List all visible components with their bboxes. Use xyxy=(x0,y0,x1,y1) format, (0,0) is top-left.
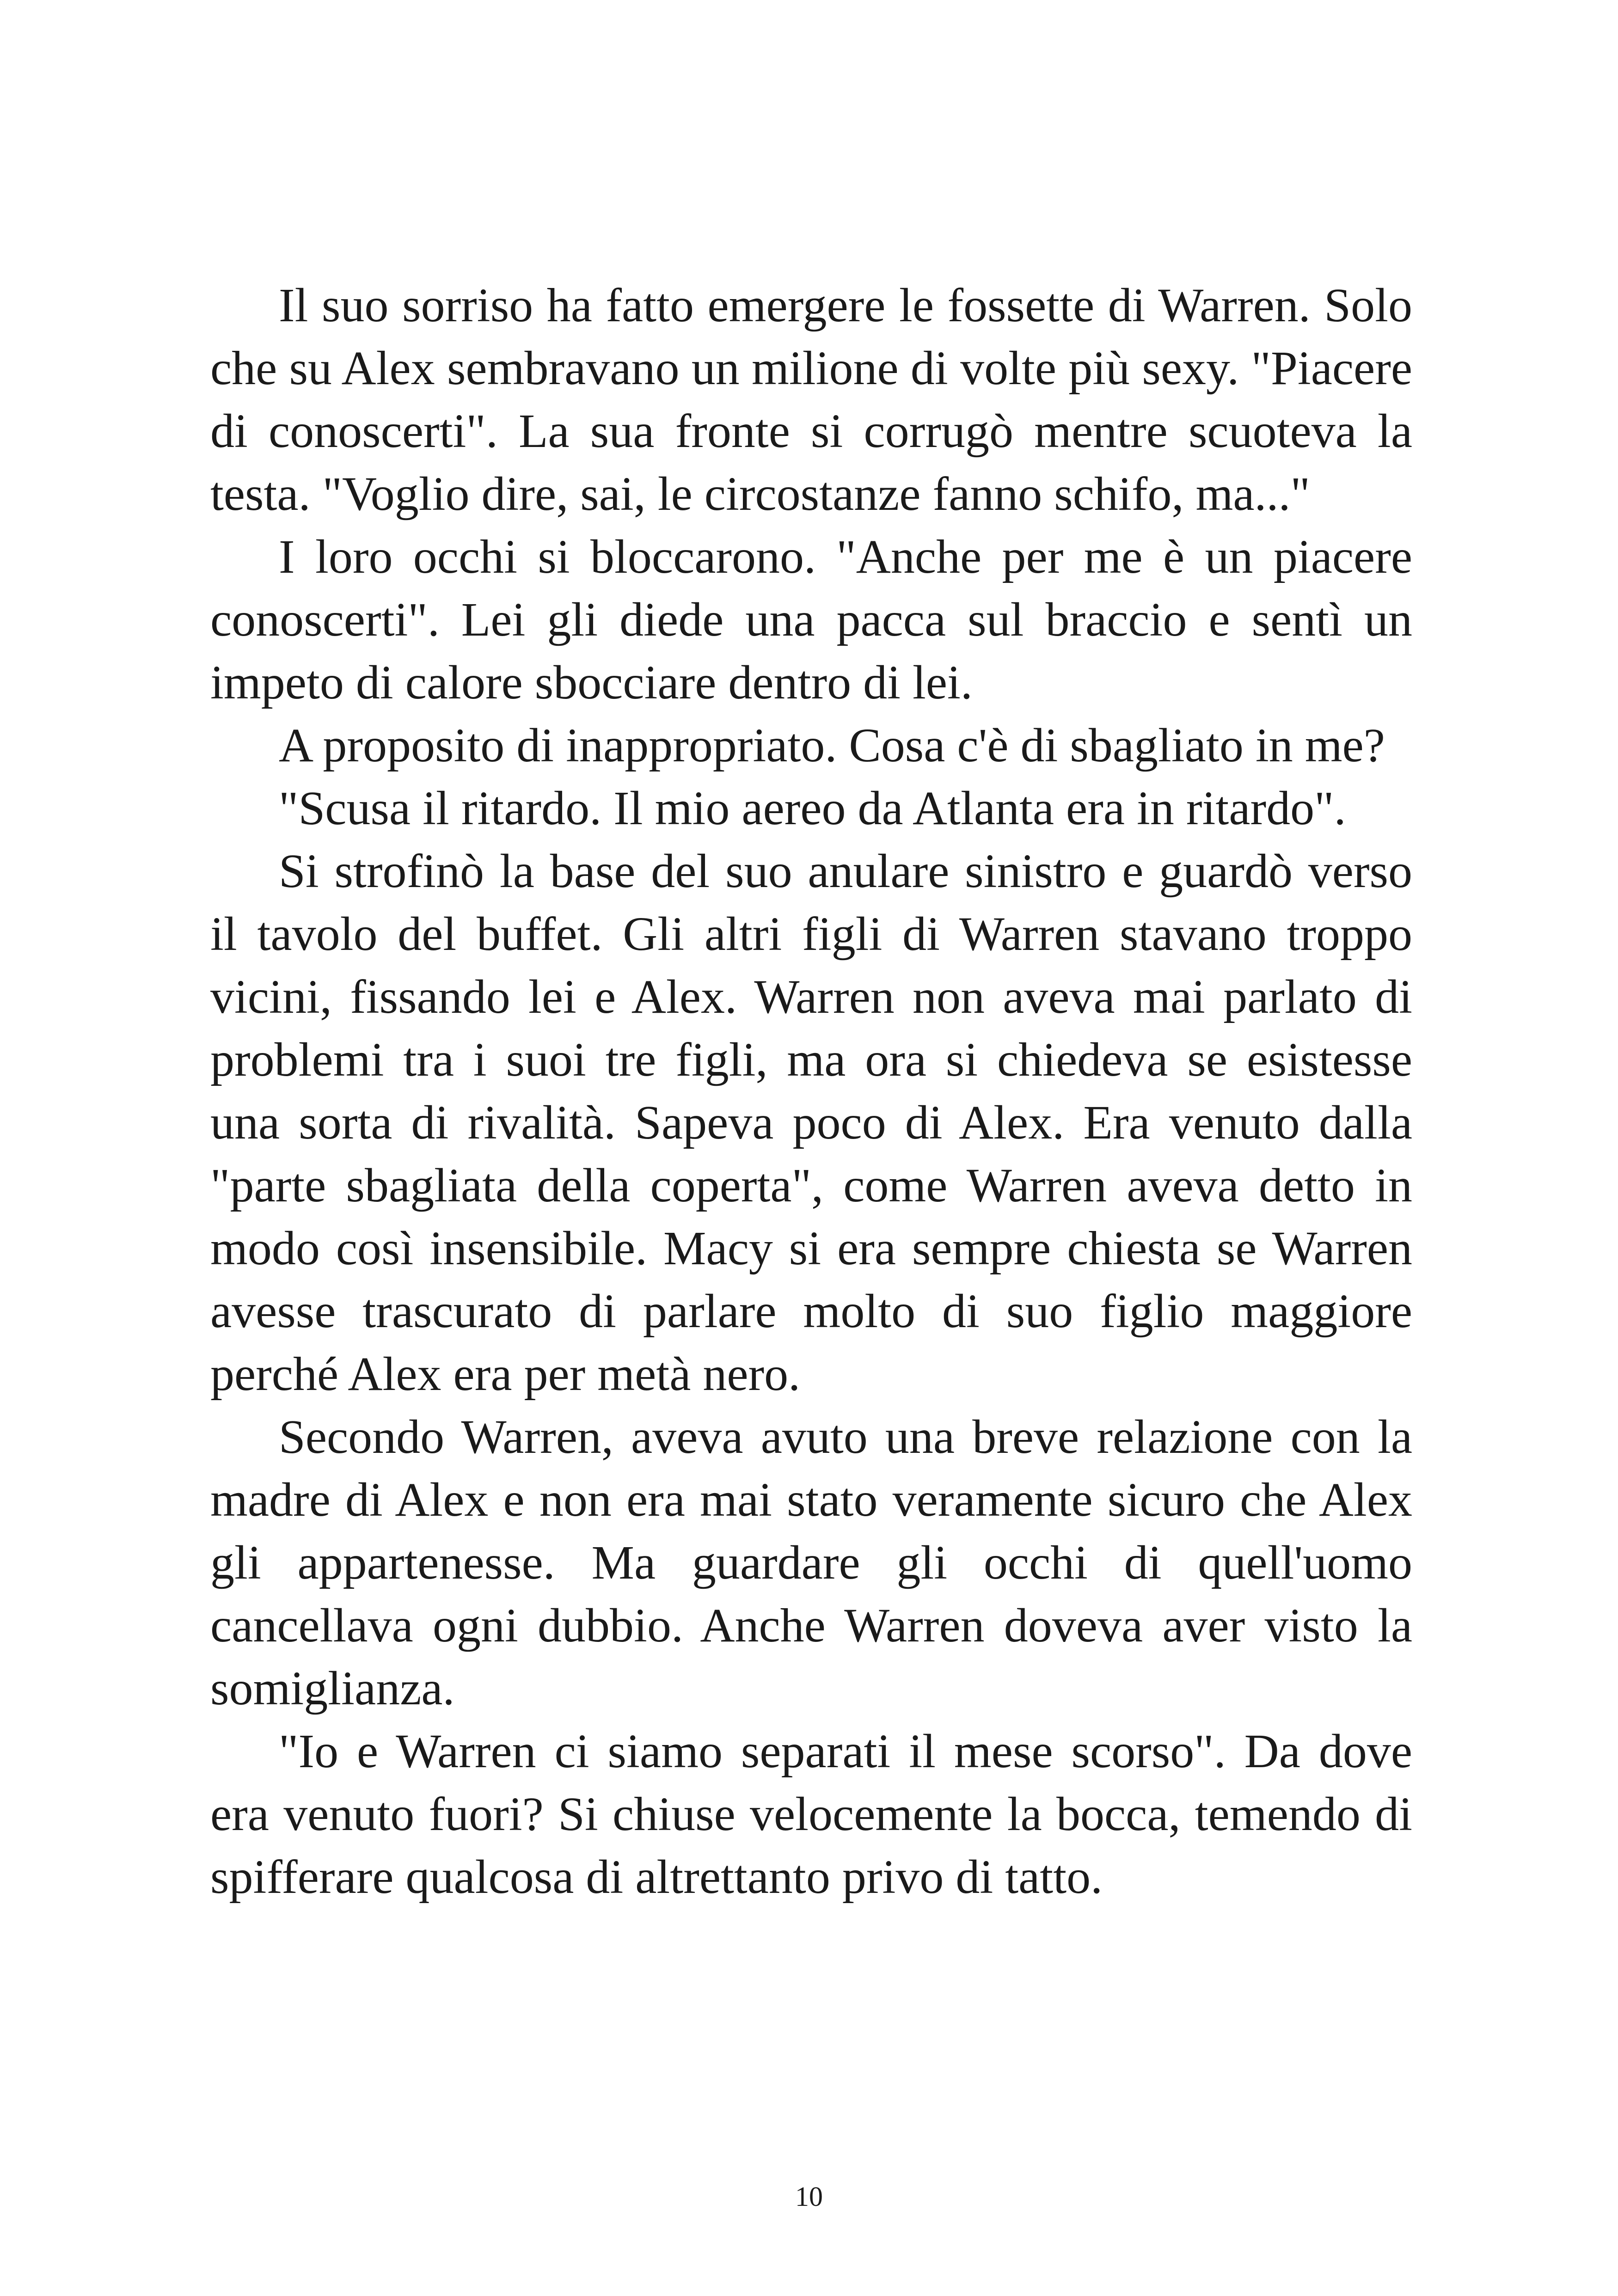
page-number: 10 xyxy=(795,2181,823,2212)
paragraph: "Io e Warren ci siamo separati il mese scorso". Da dove era venuto fuori? Si chiuse velocemente la bocca, temendo di spifferare qualcosa di altrettanto privo di tatto. xyxy=(210,1725,1412,1904)
paragraph: Secondo Warren, aveva avuto una breve relazione con la madre di Alex e non era mai stato veramente sicuro che Alex gli appartenesse. Ma guardare gli occhi di quell'uomo cancellava ogni dubbio. Anche Warren doveva aver visto la somiglianza. xyxy=(210,1410,1412,1715)
paragraph: Il suo sorriso ha fatto emergere le fossette di Warren. Solo che su Alex sembravano un milione di volte più sexy. "Piacere di conoscerti". La sua fronte si corrugò mentre scuoteva la testa. "Voglio dire, sai, le circostanze fanno schifo, ma..." xyxy=(210,279,1412,520)
paragraph: Si strofinò la base del suo anulare sinistro e guardò verso il tavolo del buffet. Gli altri figli di Warren stavano troppo vicini, fissando lei e Alex. Warren non aveva mai parlato di problemi tra i suoi tre figli, ma ora si chiedeva se esistesse una sorta di rivalità. Sapeva poco di Alex. Era venuto dalla "parte sbagliata della coperta", come Warren aveva detto in modo così insensibile. Macy si era sempre chiesta se Warren avesse trascurato di parlare molto di suo figlio maggiore perché Alex era per metà nero. xyxy=(210,845,1412,1401)
paragraph: "Scusa il ritardo. Il mio aereo da Atlanta era in ritardo". xyxy=(279,782,1346,835)
paragraph: I loro occhi si bloccarono. "Anche per me è un piacere conoscerti". Lei gli diede una pacca sul braccio e sentì un impeto di calore sbocciare dentro di lei. xyxy=(210,530,1412,709)
body-text xyxy=(210,274,1412,1909)
paragraph: A proposito di inappropriato. Cosa c'è di sbagliato in me? xyxy=(279,719,1385,772)
